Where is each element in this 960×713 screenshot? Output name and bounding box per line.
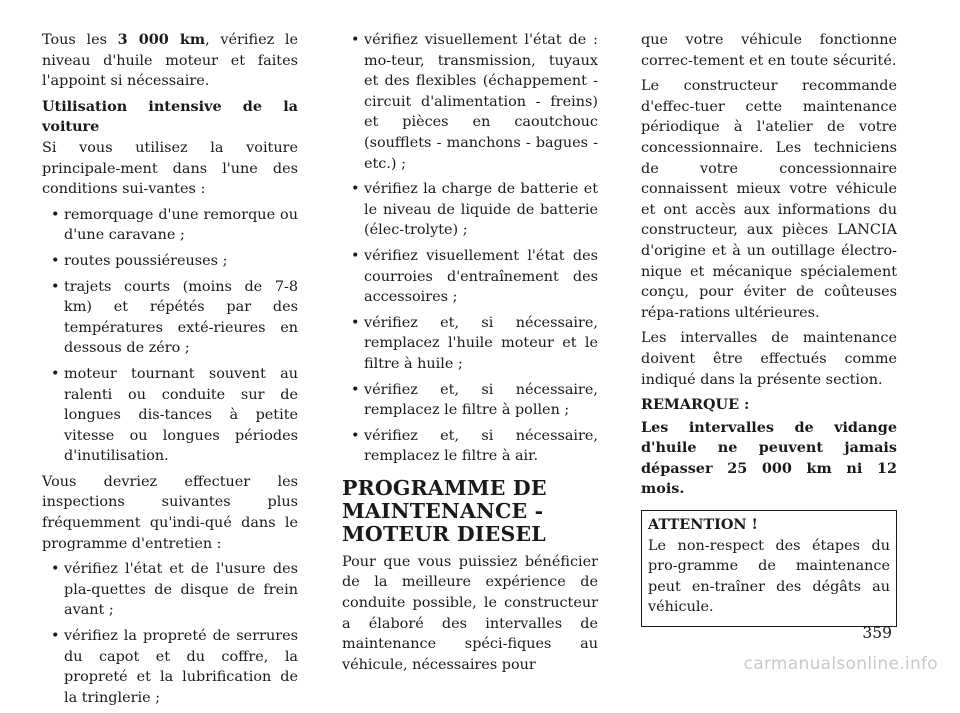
bullet-icon: • [51,278,60,295]
list-item [342,179,598,241]
note-label: REMARQUE : [641,396,750,414]
list-item [42,364,298,467]
list-item [342,30,598,174]
bullet-icon: • [351,247,360,264]
intensive-use-heading: Utilisation intensive de la voiture [42,97,298,136]
bullet-icon: • [351,381,360,398]
oil-check-paragraph [42,30,298,92]
bullet-icon: • [51,628,60,645]
list-item-text: vérifiez visuellement l'état des courroies d'entraînement des accessoires ; [364,247,598,306]
list-item-text: remorquage d'une remorque ou d'une caravane ; [64,206,298,244]
bullet-icon: • [51,561,60,578]
bullet-icon: • [351,314,360,331]
list-item [342,426,598,467]
inspections-intro: Vous devriez effectuer les inspections suivantes plus fréquemment qu'indi-qué dans le programme d'entretien : [42,473,298,552]
intro-text-post: , vérifiez le niveau d'huile moteur et faites l'appoint si nécessaire. [42,32,298,90]
note-text: Les intervalles de vidange d'huile ne peuvent jamais dépasser 25 000 km ni 12 mois. [641,418,897,498]
column-2 [342,30,598,680]
page-number: 359 [862,624,892,642]
watermark-text: carmanualsonline.info [743,654,938,674]
column-3 [641,30,897,627]
section-title: PROGRAMME DE MAINTENANCE - MOTEUR DIESEL [342,475,547,546]
warning-title: ATTENTION ! [648,516,758,534]
intro-text-pre: Tous les [42,32,118,48]
list-item [42,251,298,272]
warning-box [641,510,897,627]
conditions-list [42,205,298,467]
continuation-paragraph: que votre véhicule fonctionne correc-tement et en toute sécurité. [641,32,897,69]
list-item [42,205,298,246]
list-item [42,559,298,621]
list-item-text: moteur tournant souvent au ralenti ou conduite sur de longues dis-tances à petite vitesse ou longues périodes d'inutilisation. [64,365,298,465]
list-item [342,246,598,308]
list-item-text: vérifiez la charge de batterie et le niveau de liquide de batterie (élec-trolyte) ; [364,181,598,239]
list-item-text: vérifiez et, si nécessaire, remplacez le filtre à pollen ; [364,381,598,419]
intervals-paragraph: Les intervalles de maintenance doivent être effectués comme indiqué dans la présente section. [641,330,897,388]
list-item-text: routes poussiéreuses ; [64,252,228,269]
section-intro: Pour que vous puissiez bénéficier de la meilleure expérience de conduite possible, le constructeur a élaboré des intervalles de maintenance spéci-fiques au véhicule, nécessaires pour [342,553,598,673]
bullet-icon: • [351,32,360,48]
column-1 [42,30,298,713]
conditions-intro: Si vous utilisez la voiture principale-ment dans l'une des conditions sui-vantes : [42,139,298,198]
list-item-text: trajets courts (moins de 7-8 km) et répétés par des températures exté-rieures en dessous de zéro ; [64,278,298,357]
list-item-text: vérifiez et, si nécessaire, remplacez l'huile moteur et le filtre à huile ; [364,314,598,372]
bullet-icon: • [51,206,60,223]
bullet-icon: • [51,252,60,269]
inspections-list-part1 [42,559,298,708]
list-item [42,277,298,359]
recommendation-paragraph: Le constructeur recommande d'effec-tuer cette maintenance périodique à l'atelier de votre concessionnaire. Les techniciens de votre concessionnaire connaissent mieux votre véhicule et ont accès aux informations du constructeur, aux pièces LANCIA d'origine et à un outillage électro-nique et mécanique spécialement conçu, pour éviter de coûteuses répa-rations ultérieures. [641,78,897,321]
list-item-text: vérifiez la propreté de serrures du capot et du coffre, la propreté et la lubrification de la tringlerie ; [64,628,298,706]
warning-text: Le non-respect des étapes du pro-gramme de maintenance peut en-traîner des dégâts au véhicule. [648,537,890,616]
list-item-text: vérifiez l'état et de l'usure des pla-quettes de disque de frein avant ; [64,561,298,619]
list-item [342,313,598,375]
intro-distance: 3 000 km [117,31,206,48]
list-item [42,626,298,708]
bullet-icon: • [351,427,360,444]
list-item-text: vérifiez visuellement l'état de : mo-teur, transmission, tuyaux et des flexibles (échappement - circuit d'alimentation - freins) et pièces en caoutchouc (soufflets - manchons - bagues - etc.) ; [364,32,598,172]
bullet-icon: • [351,181,360,198]
list-item [342,380,598,421]
inspections-list-part2 [342,30,598,467]
list-item-text: vérifiez et, si nécessaire, remplacez le filtre à air. [364,427,598,465]
bullet-icon: • [51,365,60,382]
